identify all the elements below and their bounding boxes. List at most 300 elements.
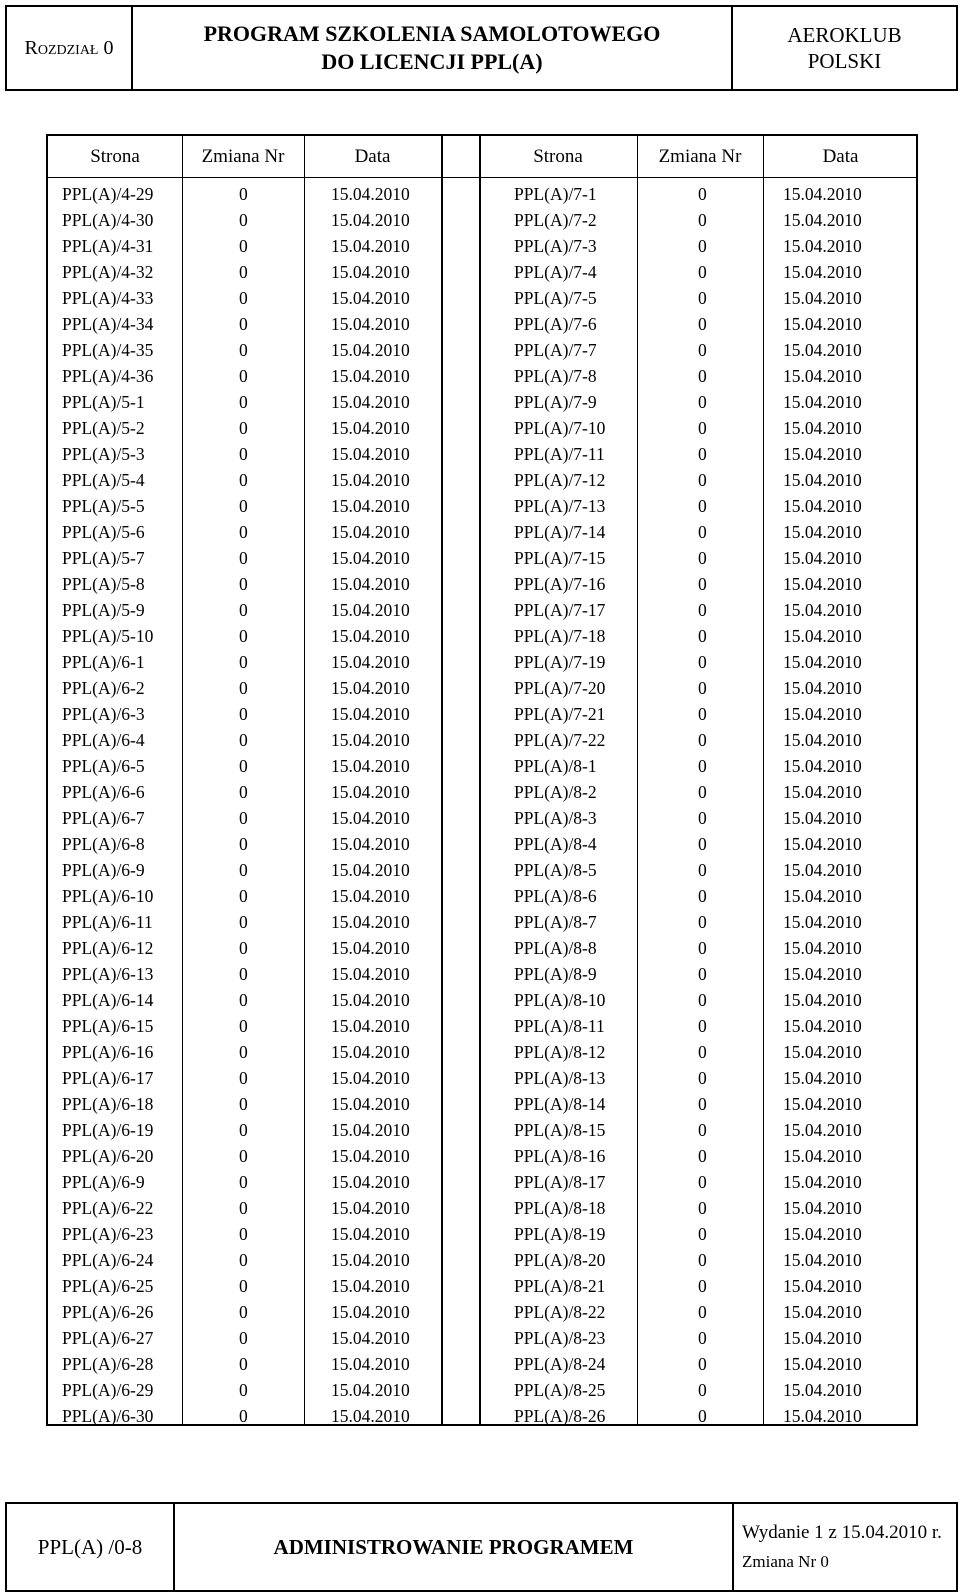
left-revision-cell: 0	[239, 1172, 248, 1192]
right-date-cell: 15.04.2010	[783, 1328, 862, 1348]
right-revision-cell: 0	[698, 782, 707, 802]
right-date-cell: 15.04.2010	[783, 886, 862, 906]
right-page-cell: PPL(A)/8-18	[514, 1198, 606, 1218]
right-page-cell: PPL(A)/8-14	[514, 1094, 606, 1114]
right-page-cell: PPL(A)/7-18	[514, 626, 606, 646]
header-divider	[48, 177, 916, 178]
right-page-cell: PPL(A)/7-5	[514, 288, 597, 308]
table-row	[48, 831, 916, 857]
right-revision-cell: 0	[698, 938, 707, 958]
right-revision-cell: 0	[698, 678, 707, 698]
left-page-cell: PPL(A)/6-17	[62, 1068, 154, 1088]
revision-text: Zmiana Nr 0	[742, 1552, 829, 1571]
left-date-cell: 15.04.2010	[331, 1068, 410, 1088]
right-date-cell: 15.04.2010	[783, 1094, 862, 1114]
left-page-cell: PPL(A)/6-23	[62, 1224, 154, 1244]
section-title: ADMINISTROWANIE PROGRAMEM	[273, 1534, 634, 1559]
right-page-cell: PPL(A)/8-3	[514, 808, 597, 828]
right-date-cell: 15.04.2010	[783, 288, 862, 308]
right-page-cell: PPL(A)/7-4	[514, 262, 597, 282]
left-page-cell: PPL(A)/4-34	[62, 314, 154, 334]
right-date-cell: 15.04.2010	[783, 1276, 862, 1296]
right-page-cell: PPL(A)/7-21	[514, 704, 606, 724]
table-row	[48, 467, 916, 493]
right-revision-cell: 0	[698, 730, 707, 750]
right-revision-cell: 0	[698, 1224, 707, 1244]
page-header	[5, 5, 958, 91]
left-date-cell: 15.04.2010	[331, 834, 410, 854]
left-date-cell: 15.04.2010	[331, 990, 410, 1010]
left-date-cell: 15.04.2010	[331, 470, 410, 490]
left-page-cell: PPL(A)/5-9	[62, 600, 145, 620]
table-row	[48, 1013, 916, 1039]
right-date-cell: 15.04.2010	[783, 184, 862, 204]
right-date-cell: 15.04.2010	[783, 1068, 862, 1088]
right-date-cell: 15.04.2010	[783, 236, 862, 256]
left-revision-cell: 0	[239, 236, 248, 256]
left-date-cell: 15.04.2010	[331, 704, 410, 724]
right-revision-cell: 0	[698, 444, 707, 464]
left-date-cell: 15.04.2010	[331, 652, 410, 672]
left-revision-cell: 0	[239, 652, 248, 672]
table-row	[48, 1091, 916, 1117]
right-date-cell: 15.04.2010	[783, 314, 862, 334]
left-page-cell: PPL(A)/4-33	[62, 288, 154, 308]
left-date-cell: 15.04.2010	[331, 964, 410, 984]
left-revision-cell: 0	[239, 1276, 248, 1296]
left-revision-cell: 0	[239, 1094, 248, 1114]
left-page-cell: PPL(A)/6-28	[62, 1354, 154, 1374]
right-revision-cell: 0	[698, 1094, 707, 1114]
right-date-cell: 15.04.2010	[783, 782, 862, 802]
right-page-cell: PPL(A)/8-17	[514, 1172, 606, 1192]
right-date-cell: 15.04.2010	[783, 470, 862, 490]
right-page-cell: PPL(A)/8-13	[514, 1068, 606, 1088]
right-revision-cell: 0	[698, 860, 707, 880]
left-date-cell: 15.04.2010	[331, 366, 410, 386]
left-revision-cell: 0	[239, 1198, 248, 1218]
left-revision-cell: 0	[239, 782, 248, 802]
table-row	[48, 1065, 916, 1091]
right-revision-cell: 0	[698, 704, 707, 724]
table-row	[48, 519, 916, 545]
left-page-cell: PPL(A)/6-9	[62, 1172, 145, 1192]
table-row	[48, 1117, 916, 1143]
left-date-cell: 15.04.2010	[331, 1406, 410, 1426]
right-revision-cell: 0	[698, 964, 707, 984]
right-page-cell: PPL(A)/7-10	[514, 418, 606, 438]
table-row	[48, 649, 916, 675]
left-page-cell: PPL(A)/6-18	[62, 1094, 154, 1114]
left-page-cell: PPL(A)/5-1	[62, 392, 145, 412]
right-date-cell: 15.04.2010	[783, 210, 862, 230]
left-date-cell: 15.04.2010	[331, 860, 410, 880]
left-date-cell: 15.04.2010	[331, 782, 410, 802]
right-page-cell: PPL(A)/7-14	[514, 522, 606, 542]
right-page-cell: PPL(A)/8-10	[514, 990, 606, 1010]
table-row	[48, 389, 916, 415]
left-revision-cell: 0	[239, 834, 248, 854]
right-date-cell: 15.04.2010	[783, 600, 862, 620]
right-revision-cell: 0	[698, 1250, 707, 1270]
left-date-cell: 15.04.2010	[331, 262, 410, 282]
right-date-cell: 15.04.2010	[783, 834, 862, 854]
table-row	[48, 259, 916, 285]
right-date-cell: 15.04.2010	[783, 964, 862, 984]
right-date-cell: 15.04.2010	[783, 912, 862, 932]
table-row	[48, 363, 916, 389]
left-page-cell: PPL(A)/5-10	[62, 626, 154, 646]
right-date-cell: 15.04.2010	[783, 704, 862, 724]
left-page-cell: PPL(A)/5-4	[62, 470, 145, 490]
right-revision-cell: 0	[698, 392, 707, 412]
left-date-cell: 15.04.2010	[331, 444, 410, 464]
right-revision-cell: 0	[698, 418, 707, 438]
edition-cell	[734, 1504, 956, 1590]
left-revision-cell: 0	[239, 886, 248, 906]
left-page-cell: PPL(A)/6-29	[62, 1380, 154, 1400]
right-page-cell: PPL(A)/8-16	[514, 1146, 606, 1166]
right-page-cell: PPL(A)/8-26	[514, 1406, 606, 1426]
table-row	[48, 311, 916, 337]
right-date-cell: 15.04.2010	[783, 366, 862, 386]
left-date-cell: 15.04.2010	[331, 678, 410, 698]
left-date-cell: 15.04.2010	[331, 522, 410, 542]
left-date-cell: 15.04.2010	[331, 418, 410, 438]
left-date-cell: 15.04.2010	[331, 496, 410, 516]
left-date-cell: 15.04.2010	[331, 314, 410, 334]
left-page-cell: PPL(A)/6-1	[62, 652, 145, 672]
right-date-cell: 15.04.2010	[783, 1042, 862, 1062]
left-revision-cell: 0	[239, 1380, 248, 1400]
right-revision-cell: 0	[698, 1276, 707, 1296]
table-row	[48, 1247, 916, 1273]
left-page-cell: PPL(A)/6-30	[62, 1406, 154, 1426]
right-page-cell: PPL(A)/7-19	[514, 652, 606, 672]
left-page-cell: PPL(A)/6-26	[62, 1302, 154, 1322]
left-date-cell: 15.04.2010	[331, 730, 410, 750]
left-date-cell: 15.04.2010	[331, 548, 410, 568]
left-page-cell: PPL(A)/6-7	[62, 808, 145, 828]
left-revision-cell: 0	[239, 1354, 248, 1374]
right-date-cell: 15.04.2010	[783, 574, 862, 594]
right-page-cell: PPL(A)/7-17	[514, 600, 606, 620]
left-revision-cell: 0	[239, 808, 248, 828]
left-revision-cell: 0	[239, 262, 248, 282]
table-row	[48, 727, 916, 753]
left-revision-cell: 0	[239, 392, 248, 412]
left-page-cell: PPL(A)/6-14	[62, 990, 154, 1010]
left-date-cell: 15.04.2010	[331, 1016, 410, 1036]
right-page-cell: PPL(A)/8-20	[514, 1250, 606, 1270]
right-revision-cell: 0	[698, 1380, 707, 1400]
table-row	[48, 1169, 916, 1195]
left-date-cell: 15.04.2010	[331, 1380, 410, 1400]
left-revision-cell: 0	[239, 418, 248, 438]
column-header-revision: Zmiana Nr	[201, 146, 285, 167]
left-date-cell: 15.04.2010	[331, 1094, 410, 1114]
right-revision-cell: 0	[698, 1120, 707, 1140]
left-date-cell: 15.04.2010	[331, 392, 410, 412]
right-revision-cell: 0	[698, 496, 707, 516]
left-date-cell: 15.04.2010	[331, 1120, 410, 1140]
right-page-cell: PPL(A)/8-6	[514, 886, 597, 906]
right-date-cell: 15.04.2010	[783, 548, 862, 568]
right-page-cell: PPL(A)/7-8	[514, 366, 597, 386]
right-revision-cell: 0	[698, 236, 707, 256]
table-row	[48, 1299, 916, 1325]
right-date-cell: 15.04.2010	[783, 1172, 862, 1192]
left-page-cell: PPL(A)/6-25	[62, 1276, 154, 1296]
right-revision-cell: 0	[698, 1328, 707, 1348]
left-page-cell: PPL(A)/4-31	[62, 236, 154, 256]
left-page-cell: PPL(A)/6-6	[62, 782, 145, 802]
table-row	[48, 571, 916, 597]
right-date-cell: 15.04.2010	[783, 418, 862, 438]
left-page-cell: PPL(A)/6-9	[62, 860, 145, 880]
left-revision-cell: 0	[239, 548, 248, 568]
left-date-cell: 15.04.2010	[331, 1328, 410, 1348]
right-revision-cell: 0	[698, 366, 707, 386]
left-revision-cell: 0	[239, 964, 248, 984]
right-date-cell: 15.04.2010	[783, 1302, 862, 1322]
left-revision-cell: 0	[239, 912, 248, 932]
right-revision-cell: 0	[698, 1198, 707, 1218]
right-revision-cell: 0	[698, 1406, 707, 1426]
left-revision-cell: 0	[239, 470, 248, 490]
revision-table	[46, 134, 918, 1426]
right-revision-cell: 0	[698, 1146, 707, 1166]
left-revision-cell: 0	[239, 1120, 248, 1140]
right-date-cell: 15.04.2010	[783, 1354, 862, 1374]
right-page-cell: PPL(A)/8-2	[514, 782, 597, 802]
right-revision-cell: 0	[698, 1068, 707, 1088]
left-revision-cell: 0	[239, 366, 248, 386]
right-date-cell: 15.04.2010	[783, 730, 862, 750]
left-page-cell: PPL(A)/6-8	[62, 834, 145, 854]
right-date-cell: 15.04.2010	[783, 1380, 862, 1400]
right-date-cell: 15.04.2010	[783, 678, 862, 698]
right-revision-cell: 0	[698, 1354, 707, 1374]
table-row	[48, 623, 916, 649]
left-page-cell: PPL(A)/6-13	[62, 964, 154, 984]
left-date-cell: 15.04.2010	[331, 1172, 410, 1192]
right-page-cell: PPL(A)/8-5	[514, 860, 597, 880]
left-date-cell: 15.04.2010	[331, 1198, 410, 1218]
left-page-cell: PPL(A)/6-3	[62, 704, 145, 724]
right-page-cell: PPL(A)/7-3	[514, 236, 597, 256]
right-revision-cell: 0	[698, 652, 707, 672]
column-header-revision: Zmiana Nr	[658, 146, 742, 167]
table-row	[48, 883, 916, 909]
left-date-cell: 15.04.2010	[331, 808, 410, 828]
right-page-cell: PPL(A)/8-11	[514, 1016, 605, 1036]
right-page-cell: PPL(A)/7-6	[514, 314, 597, 334]
table-row	[48, 779, 916, 805]
table-row	[48, 233, 916, 259]
right-date-cell: 15.04.2010	[783, 652, 862, 672]
left-date-cell: 15.04.2010	[331, 1354, 410, 1374]
right-page-cell: PPL(A)/7-9	[514, 392, 597, 412]
right-page-cell: PPL(A)/7-15	[514, 548, 606, 568]
right-date-cell: 15.04.2010	[783, 392, 862, 412]
right-date-cell: 15.04.2010	[783, 1146, 862, 1166]
column-header-page: Strona	[90, 146, 140, 167]
left-page-cell: PPL(A)/6-16	[62, 1042, 154, 1062]
edition-text: Wydanie 1 z 15.04.2010 r.	[742, 1522, 942, 1543]
table-row	[48, 1377, 916, 1403]
left-revision-cell: 0	[239, 1068, 248, 1088]
right-page-cell: PPL(A)/7-16	[514, 574, 606, 594]
right-page-cell: PPL(A)/8-25	[514, 1380, 606, 1400]
right-page-cell: PPL(A)/7-22	[514, 730, 606, 750]
left-page-cell: PPL(A)/6-27	[62, 1328, 154, 1348]
right-revision-cell: 0	[698, 314, 707, 334]
table-row	[48, 207, 916, 233]
left-page-cell: PPL(A)/6-22	[62, 1198, 154, 1218]
left-date-cell: 15.04.2010	[331, 1276, 410, 1296]
right-page-cell: PPL(A)/8-21	[514, 1276, 606, 1296]
table-row	[48, 1403, 916, 1429]
organization-line1: AEROKLUB	[787, 23, 902, 47]
table-row	[48, 1221, 916, 1247]
section-title-cell	[175, 1504, 734, 1590]
organization-line2: POLSKI	[807, 49, 882, 73]
table-row	[48, 181, 916, 207]
right-page-cell: PPL(A)/8-4	[514, 834, 597, 854]
right-page-cell: PPL(A)/8-7	[514, 912, 597, 932]
right-page-cell: PPL(A)/8-9	[514, 964, 597, 984]
left-page-cell: PPL(A)/6-11	[62, 912, 153, 932]
left-page-cell: PPL(A)/5-8	[62, 574, 145, 594]
left-page-cell: PPL(A)/5-7	[62, 548, 145, 568]
right-revision-cell: 0	[698, 210, 707, 230]
left-page-cell: PPL(A)/6-24	[62, 1250, 154, 1270]
left-date-cell: 15.04.2010	[331, 886, 410, 906]
right-page-cell: PPL(A)/8-8	[514, 938, 597, 958]
left-date-cell: 15.04.2010	[331, 574, 410, 594]
page-number: PPL(A) /0-8	[37, 1534, 143, 1559]
table-row	[48, 675, 916, 701]
left-revision-cell: 0	[239, 1146, 248, 1166]
table-row	[48, 597, 916, 623]
table-row	[48, 987, 916, 1013]
right-date-cell: 15.04.2010	[783, 1250, 862, 1270]
left-date-cell: 15.04.2010	[331, 1042, 410, 1062]
left-page-cell: PPL(A)/4-29	[62, 184, 154, 204]
right-date-cell: 15.04.2010	[783, 1016, 862, 1036]
table-row	[48, 545, 916, 571]
left-date-cell: 15.04.2010	[331, 938, 410, 958]
left-revision-cell: 0	[239, 184, 248, 204]
right-date-cell: 15.04.2010	[783, 1406, 862, 1426]
left-revision-cell: 0	[239, 288, 248, 308]
right-page-cell: PPL(A)/7-7	[514, 340, 597, 360]
table-row	[48, 701, 916, 727]
right-page-cell: PPL(A)/7-2	[514, 210, 597, 230]
page-footer	[5, 1502, 958, 1592]
right-date-cell: 15.04.2010	[783, 1120, 862, 1140]
right-date-cell: 15.04.2010	[783, 808, 862, 828]
left-date-cell: 15.04.2010	[331, 912, 410, 932]
left-date-cell: 15.04.2010	[331, 210, 410, 230]
right-date-cell: 15.04.2010	[783, 444, 862, 464]
right-revision-cell: 0	[698, 548, 707, 568]
right-date-cell: 15.04.2010	[783, 990, 862, 1010]
chapter-cell	[7, 7, 133, 89]
table-row	[48, 337, 916, 363]
left-date-cell: 15.04.2010	[331, 184, 410, 204]
left-revision-cell: 0	[239, 990, 248, 1010]
organization-cell	[733, 7, 956, 89]
table-row	[48, 805, 916, 831]
left-page-cell: PPL(A)/6-19	[62, 1120, 154, 1140]
right-date-cell: 15.04.2010	[783, 340, 862, 360]
table-row	[48, 1325, 916, 1351]
right-revision-cell: 0	[698, 808, 707, 828]
left-revision-cell: 0	[239, 1016, 248, 1036]
right-revision-cell: 0	[698, 574, 707, 594]
left-page-cell: PPL(A)/4-30	[62, 210, 154, 230]
right-revision-cell: 0	[698, 1042, 707, 1062]
column-header-page: Strona	[533, 146, 583, 167]
right-revision-cell: 0	[698, 990, 707, 1010]
right-date-cell: 15.04.2010	[783, 938, 862, 958]
table-row	[48, 961, 916, 987]
right-date-cell: 15.04.2010	[783, 496, 862, 516]
right-revision-cell: 0	[698, 756, 707, 776]
left-revision-cell: 0	[239, 1042, 248, 1062]
right-page-cell: PPL(A)/7-11	[514, 444, 605, 464]
left-revision-cell: 0	[239, 704, 248, 724]
left-revision-cell: 0	[239, 1328, 248, 1348]
right-revision-cell: 0	[698, 1172, 707, 1192]
left-date-cell: 15.04.2010	[331, 340, 410, 360]
right-revision-cell: 0	[698, 886, 707, 906]
right-date-cell: 15.04.2010	[783, 860, 862, 880]
table-row	[48, 1143, 916, 1169]
left-revision-cell: 0	[239, 678, 248, 698]
right-revision-cell: 0	[698, 626, 707, 646]
right-page-cell: PPL(A)/8-19	[514, 1224, 606, 1244]
left-revision-cell: 0	[239, 626, 248, 646]
left-date-cell: 15.04.2010	[331, 1224, 410, 1244]
right-revision-cell: 0	[698, 912, 707, 932]
right-page-cell: PPL(A)/8-22	[514, 1302, 606, 1322]
left-revision-cell: 0	[239, 1224, 248, 1244]
right-date-cell: 15.04.2010	[783, 1224, 862, 1244]
table-row	[48, 493, 916, 519]
right-revision-cell: 0	[698, 184, 707, 204]
left-revision-cell: 0	[239, 340, 248, 360]
left-page-cell: PPL(A)/4-32	[62, 262, 154, 282]
left-page-cell: PPL(A)/6-20	[62, 1146, 154, 1166]
right-revision-cell: 0	[698, 834, 707, 854]
left-revision-cell: 0	[239, 756, 248, 776]
left-page-cell: PPL(A)/4-35	[62, 340, 154, 360]
right-date-cell: 15.04.2010	[783, 262, 862, 282]
table-row	[48, 1039, 916, 1065]
right-revision-cell: 0	[698, 522, 707, 542]
right-page-cell: PPL(A)/8-1	[514, 756, 597, 776]
left-revision-cell: 0	[239, 938, 248, 958]
left-page-cell: PPL(A)/6-4	[62, 730, 145, 750]
left-revision-cell: 0	[239, 522, 248, 542]
left-date-cell: 15.04.2010	[331, 626, 410, 646]
right-page-cell: PPL(A)/7-1	[514, 184, 597, 204]
table-row	[48, 1273, 916, 1299]
table-row	[48, 415, 916, 441]
